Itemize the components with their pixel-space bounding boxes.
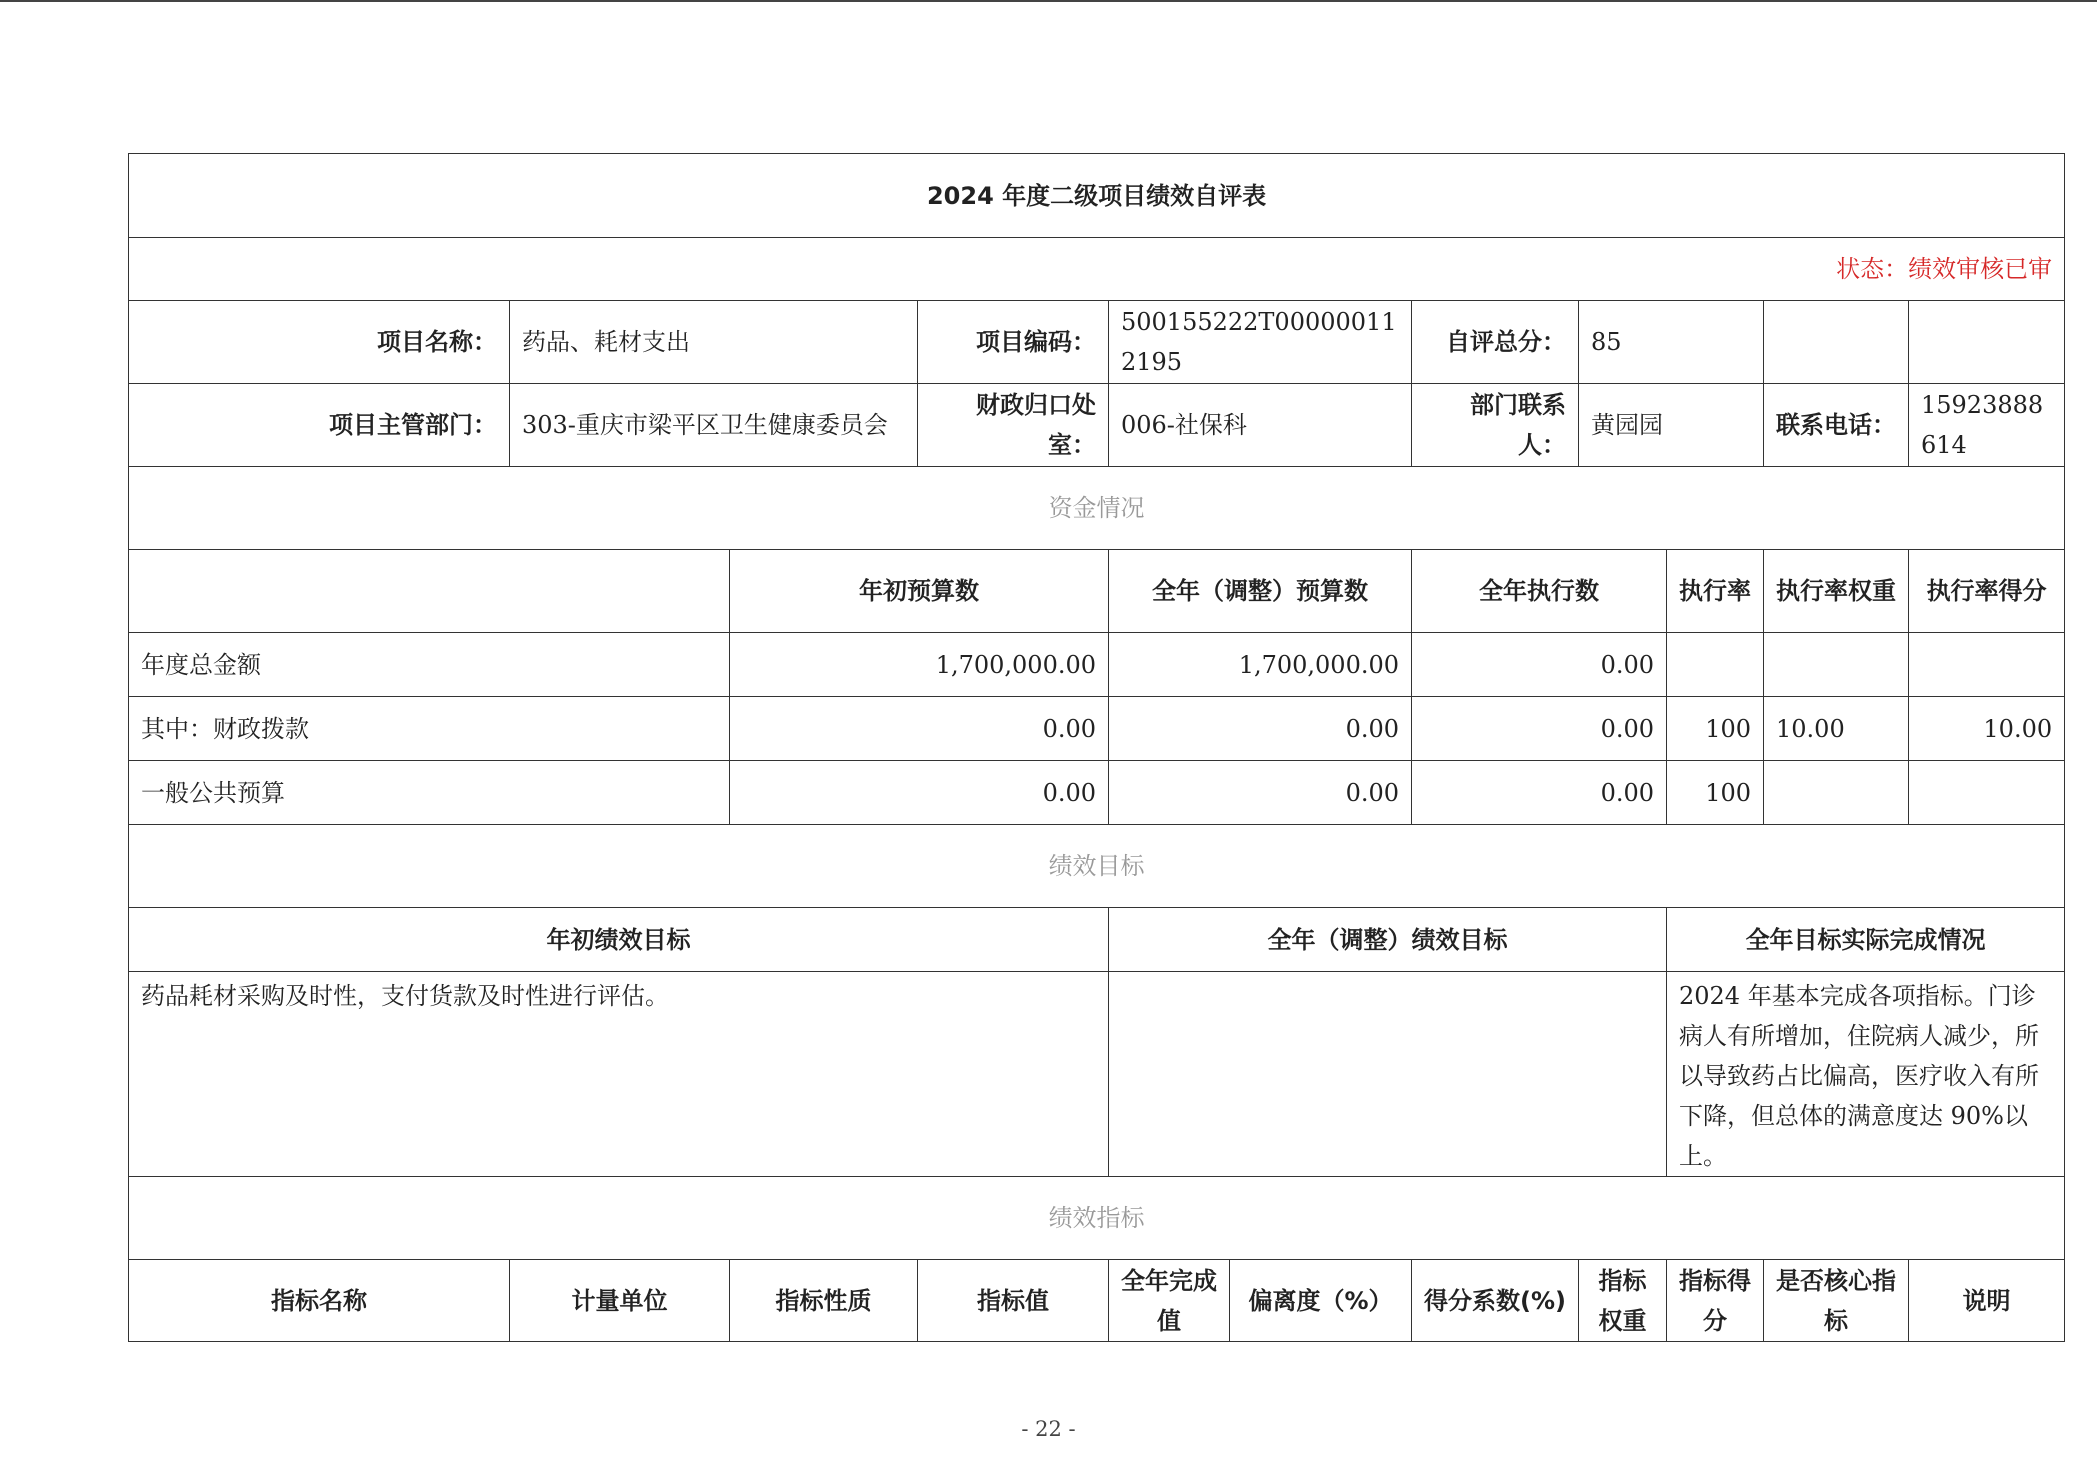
header-note: 说明 (1909, 1260, 2065, 1342)
dept-name: 303-重庆市梁平区卫生健康委员会 (510, 384, 918, 467)
phone-label: 联系电话： (1764, 384, 1909, 467)
finance-office-label: 财政归口处室： (918, 384, 1109, 467)
funds-section-row (129, 467, 2065, 550)
finance-office: 006-社保科 (1109, 384, 1412, 467)
funds-initial: 1,700,000.00 (730, 633, 1109, 697)
header-nature: 指标性质 (730, 1260, 918, 1342)
funds-rate (1667, 633, 1764, 697)
page-number: - 22 - (1021, 1417, 1076, 1441)
initial-goal-text: 药品耗材采购及时性，支付货款及时性进行评估。 (129, 972, 1109, 1177)
indicators-header-row (129, 1260, 2065, 1342)
performance-self-evaluation-table (128, 153, 2065, 1342)
project-row-2 (129, 384, 2065, 467)
header-coefficient: 得分系数(%) (1412, 1260, 1579, 1342)
header-indicator-name: 指标名称 (129, 1260, 510, 1342)
header-actual-completion: 全年目标实际完成情况 (1667, 908, 2065, 972)
header-rate-weight: 执行率权重 (1764, 550, 1909, 633)
status-row (129, 238, 2065, 301)
funds-rate: 100 (1667, 761, 1764, 825)
funds-score: 10.00 (1909, 697, 2065, 761)
goals-section-title: 绩效目标 (129, 825, 2065, 908)
adjusted-goal-text (1109, 972, 1667, 1177)
funds-row-label: 年度总金额 (129, 633, 730, 697)
funds-adjusted: 0.00 (1109, 697, 1412, 761)
funds-rate: 100 (1667, 697, 1764, 761)
funds-row-label: 其中：财政拨款 (129, 697, 730, 761)
indicators-section-row (129, 1177, 2065, 1260)
header-initial-goal: 年初绩效目标 (129, 908, 1109, 972)
funds-executed: 0.00 (1412, 697, 1667, 761)
header-score: 指标得分 (1667, 1260, 1764, 1342)
funds-header-row (129, 550, 2065, 633)
empty-cell (1909, 301, 2065, 384)
status-text: 状态：绩效审核已审 (129, 238, 2065, 301)
actual-completion-text: 2024 年基本完成各项指标。门诊病人有所增加，住院病人减少，所以导致药占比偏高，医疗收入有所下降，但总体的满意度达 90%以上。 (1667, 972, 2065, 1177)
funds-executed: 0.00 (1412, 633, 1667, 697)
funds-row (129, 633, 2065, 697)
phone-number: 15923888614 (1909, 384, 2065, 467)
funds-adjusted: 0.00 (1109, 761, 1412, 825)
indicators-section-title: 绩效指标 (129, 1177, 2065, 1260)
funds-score (1909, 761, 2065, 825)
form-title: 2024 年度二级项目绩效自评表 (129, 154, 2065, 238)
funds-executed: 0.00 (1412, 761, 1667, 825)
top-border-line (0, 0, 2097, 2)
funds-initial: 0.00 (730, 761, 1109, 825)
contact-name: 黄园园 (1579, 384, 1764, 467)
contact-label: 部门联系人： (1412, 384, 1579, 467)
header-completion: 全年完成值 (1109, 1260, 1230, 1342)
project-row-1 (129, 301, 2065, 384)
header-rate: 执行率 (1667, 550, 1764, 633)
funds-section-title: 资金情况 (129, 467, 2065, 550)
header-adjusted-budget: 全年（调整）预算数 (1109, 550, 1412, 633)
funds-initial: 0.00 (730, 697, 1109, 761)
funds-row (129, 761, 2065, 825)
goals-content-row (129, 972, 2065, 1177)
funds-adjusted: 1,700,000.00 (1109, 633, 1412, 697)
goals-section-row (129, 825, 2065, 908)
empty-cell (1764, 301, 1909, 384)
header-unit: 计量单位 (510, 1260, 730, 1342)
header-adjusted-goal: 全年（调整）绩效目标 (1109, 908, 1667, 972)
dept-label: 项目主管部门： (129, 384, 510, 467)
header-core: 是否核心指标 (1764, 1260, 1909, 1342)
project-name-label: 项目名称： (129, 301, 510, 384)
header-initial-budget: 年初预算数 (730, 550, 1109, 633)
funds-score (1909, 633, 2065, 697)
self-score-label: 自评总分： (1412, 301, 1579, 384)
header-weight: 指标权重 (1579, 1260, 1667, 1342)
header-rate-score: 执行率得分 (1909, 550, 2065, 633)
header-value: 指标值 (918, 1260, 1109, 1342)
funds-weight (1764, 633, 1909, 697)
self-score: 85 (1579, 301, 1764, 384)
header-deviation: 偏离度（%） (1230, 1260, 1412, 1342)
project-code: 500155222T000000112195 (1109, 301, 1412, 384)
header-executed: 全年执行数 (1412, 550, 1667, 633)
funds-weight: 10.00 (1764, 697, 1909, 761)
empty-header-cell (129, 550, 730, 633)
funds-weight (1764, 761, 1909, 825)
project-code-label: 项目编码： (918, 301, 1109, 384)
project-name: 药品、耗材支出 (510, 301, 918, 384)
funds-row (129, 697, 2065, 761)
funds-row-label: 一般公共预算 (129, 761, 730, 825)
title-row (129, 154, 2065, 238)
goals-header-row (129, 908, 2065, 972)
